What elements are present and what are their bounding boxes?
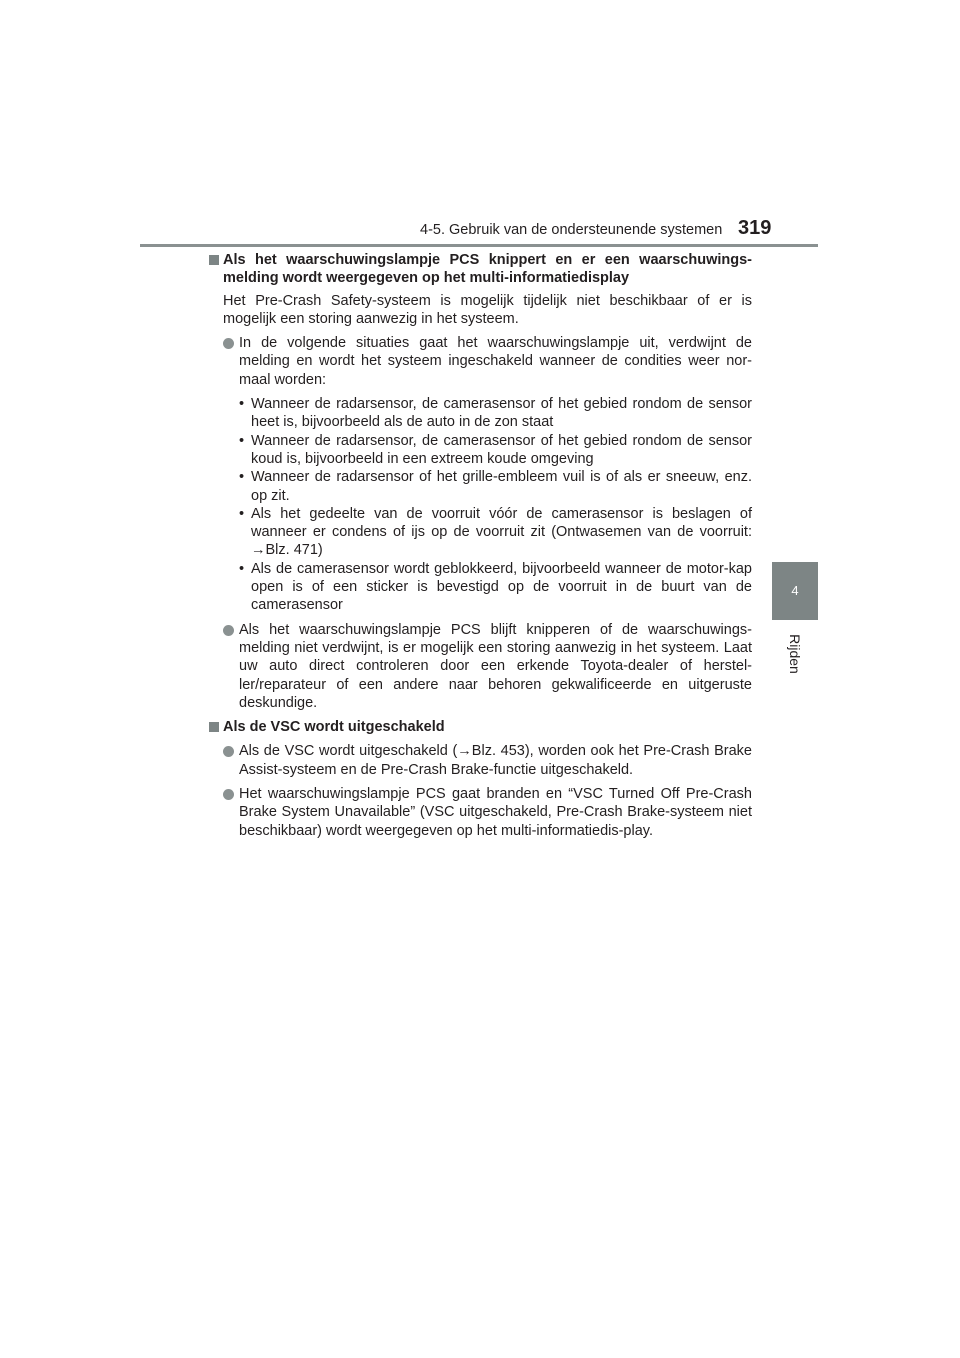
list-item [209,742,752,779]
list-item-text: In de volgende situaties gaat het waarschuwingslampje uit, verdwijnt de melding en wordt het systeem ingeschakeld wanneer de condities weer nor-maal worden: [239,335,752,388]
dot-marker-icon: • [239,560,245,577]
sub-list-item [209,432,752,469]
section-pcs-warning [209,251,752,712]
header-divider [140,244,818,247]
sub-list-item-text: Wanneer de radarsensor, de camerasensor of het gebied rondom de sensor koud is, bijvoorbeeld in een extreem koude omgeving [251,432,752,467]
list-item [209,621,752,712]
chapter-tab-number: 4 [791,583,799,598]
condition-list [209,395,752,615]
chapter-tab-label [772,630,818,678]
sub-list-item [209,560,752,615]
square-bullet-icon [209,255,219,265]
list-item [209,785,752,840]
section-intro: Het Pre-Crash Safety-systeem is mogelijk tijdelijk niet beschikbaar of er is mogelijk een storing aanwezig in het systeem. [223,292,752,327]
page-body [209,251,752,846]
sub-list-item-text: Als de camerasensor wordt geblokkeerd, bijvoorbeeld wanneer de motor-kap open is of een sticker is bevestigd op de voorruit in de buurt van de camerasensor [251,560,752,614]
dot-marker-icon: • [239,505,245,522]
section-title: 4-5. Gebruik van de ondersteunende systemen [420,222,723,238]
sub-list-item [209,395,752,432]
list-item-text: Als het waarschuwingslampje PCS blijft knipperen of de waarschuwings-melding niet verdwijnt, is er mogelijk een storing aanwezig in het systeem. Laat uw auto direct controleren door een erkende Toyota-dealer of herstel-ler/reparateur of een andere naar behoren gekwalificeerde en uitgeruste deskundige. [239,621,752,711]
circle-bullet-icon [223,625,234,636]
dot-marker-icon: • [239,469,245,486]
sub-list-item [209,468,752,505]
square-bullet-icon [209,722,219,732]
section-heading-text: Als het waarschuwingslampje PCS knippert en er een waarschuwings-melding wordt weergegeven op het multi-informatiedisplay [223,252,752,287]
list-item [209,334,752,389]
sub-list-item-text: Wanneer de radarsensor of het grille-embleem vuil is of als er sneeuw, enz. op zit. [251,469,752,504]
sub-list-item-text: Wanneer de radarsensor, de camerasensor of het gebied rondom de sensor heet is, bijvoorbeeld als de auto in de zon staat [251,396,752,431]
page-number: 319 [738,217,772,239]
section-heading [209,718,752,736]
list-item-text: Als de VSC wordt uitgeschakeld (→Blz. 453), worden ook het Pre-Crash Brake Assist-systeem en de Pre-Crash Brake-functie uitgeschakeld. [239,743,752,778]
sub-list-item-text: Als het gedeelte van de voorruit vóór de camerasensor is beslagen of wanneer er condens of ijs op de voorruit zit (Ontwasemen van de voorruit: →Blz. 471) [251,505,752,559]
section-vsc-off [209,718,752,840]
dot-marker-icon: • [239,396,245,413]
circle-bullet-icon [223,338,234,349]
list-item-text: Het waarschuwingslampje PCS gaat branden en “VSC Turned Off Pre-Crash Brake System Unavailable” (VSC uitgeschakeld, Pre-Crash Brake-systeem niet beschikbaar) wordt weergegeven op het multi-informatiedis-play. [239,786,752,839]
circle-bullet-icon [223,746,234,757]
section-heading [209,251,752,288]
chapter-tab-label-text: Rijden [787,634,803,674]
section-heading-text: Als de VSC wordt uitgeschakeld [223,719,445,736]
dot-marker-icon: • [239,432,245,449]
chapter-tab [772,562,818,620]
circle-bullet-icon [223,789,234,800]
sub-list-item [209,505,752,560]
